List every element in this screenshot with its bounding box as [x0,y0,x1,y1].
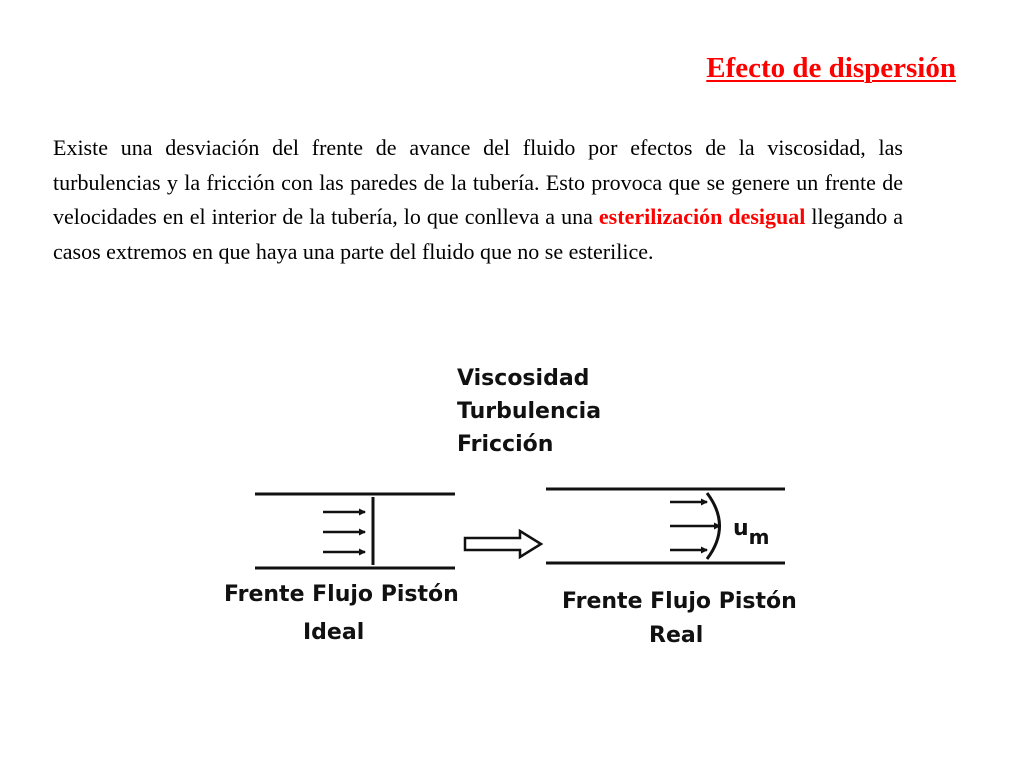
real-pipe [546,489,785,563]
ideal-pipe [255,494,455,568]
cause-turbulence-label: Turbulencia [457,399,602,424]
plug-flow-diagram [210,345,810,665]
mean-velocity-subscript: m [748,525,770,549]
slide-title: Efecto de dispersión [706,52,956,84]
paragraph-text-before: Existe una desviación del frente de avance del fluido por efectos de la viscosidad, las turbulencias y la fricción con las paredes de la tubería. Esto provoca que se genere un frente de velocidades en el interior de la tubería, lo que conlleva a una [53,135,903,229]
paragraph-text-after: llegando a casos extremos en que haya una parte del fluido que no se esterilice. [53,204,903,264]
real-caption-line1: Frente Flujo Pistón [562,589,797,614]
ideal-caption [224,582,459,645]
mean-velocity-symbol-base: u [733,516,749,541]
real-caption-line2: Real [649,623,704,648]
mean-velocity-symbol [733,516,770,549]
body-paragraph [53,131,903,269]
transition-arrow-icon [465,531,541,557]
cause-viscosity-label: Viscosidad [457,366,590,391]
ideal-caption-line1: Frente Flujo Pistón [224,582,459,607]
paragraph-highlight: esterilización desigual [598,204,806,229]
cause-friction-label: Fricción [457,432,554,457]
real-caption [562,589,797,648]
ideal-caption-line2: Ideal [303,620,365,645]
causes-list [457,366,601,457]
